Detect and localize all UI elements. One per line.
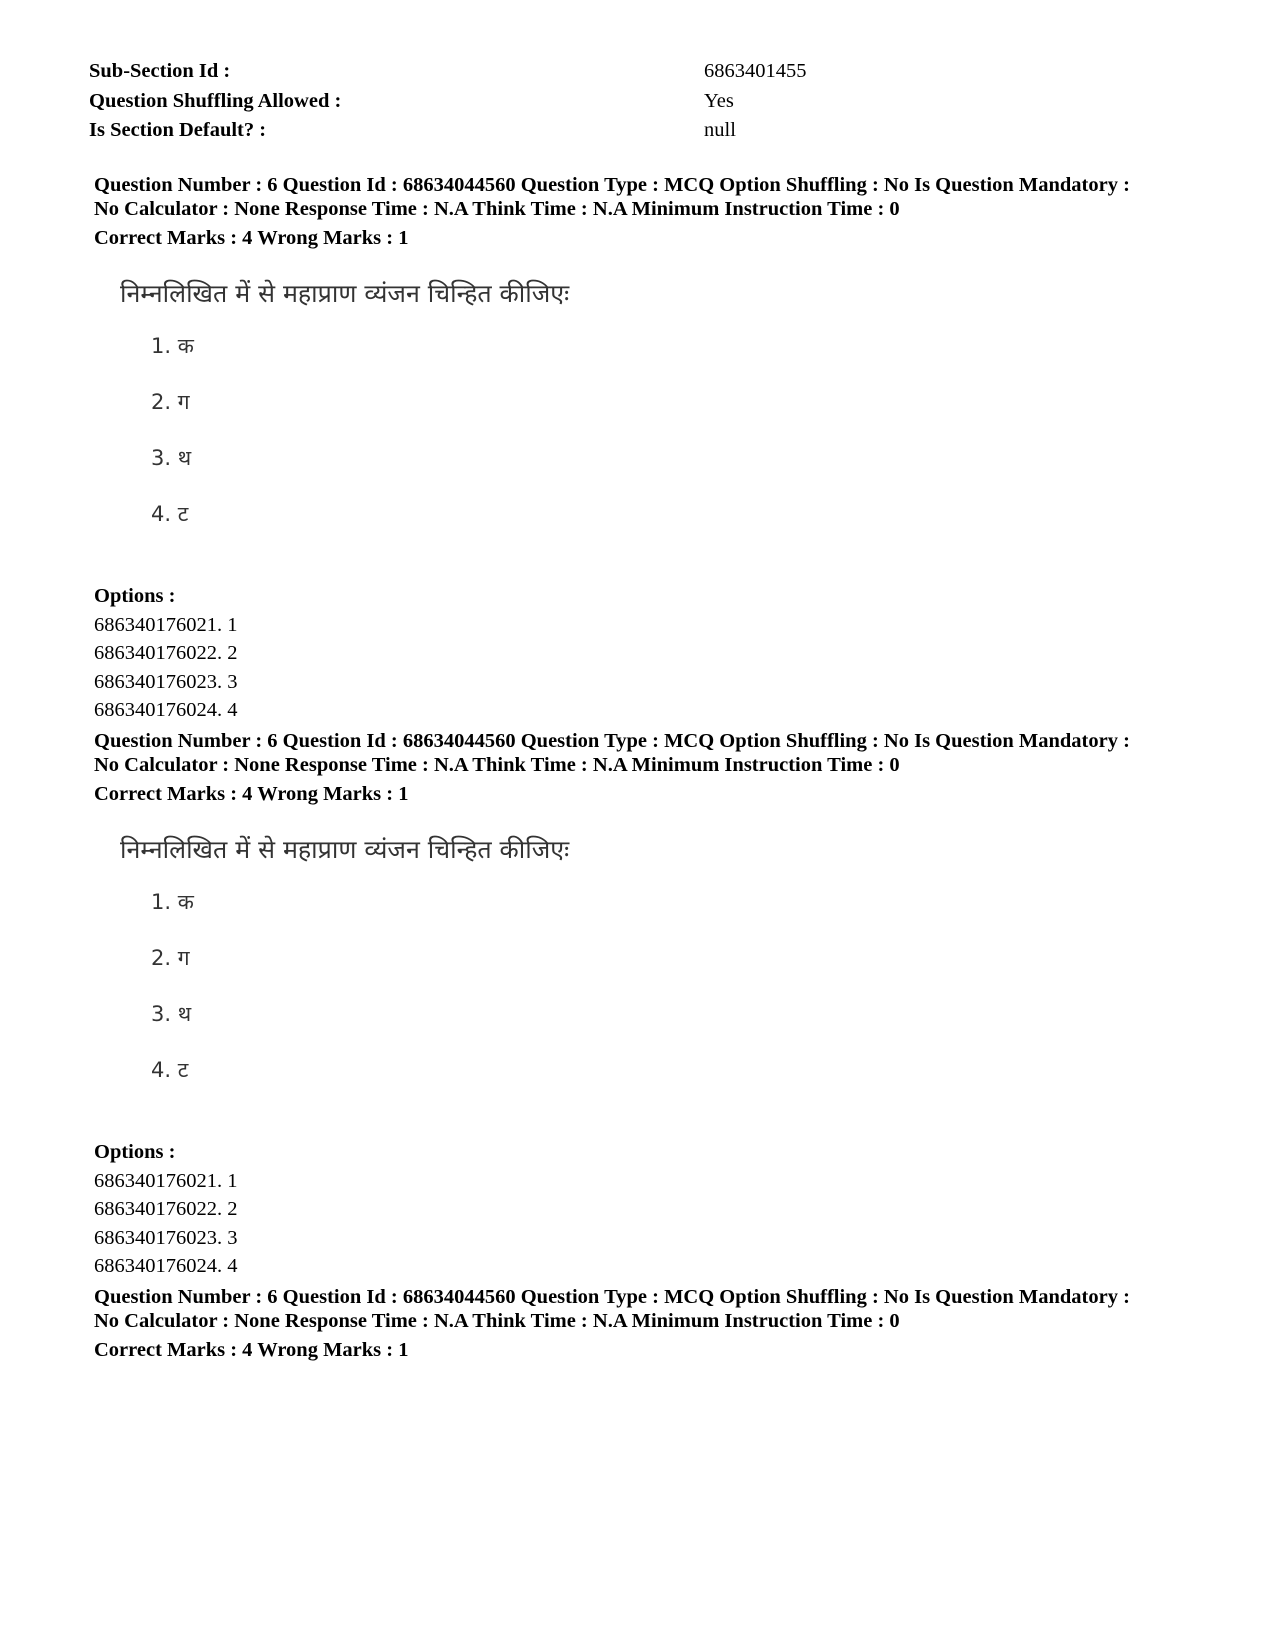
option-line: 686340176023. 3 <box>94 1226 238 1249</box>
question-text: निम्नलिखित में से महाप्राण व्यंजन चिन्हित कीजिएः <box>120 279 570 308</box>
question-image <box>94 260 1214 582</box>
meta-value: Yes <box>704 89 734 112</box>
option-line: 686340176023. 3 <box>94 670 238 693</box>
option-line: 686340176021. 1 <box>94 1169 238 1192</box>
question-choice: 1. क <box>151 890 194 914</box>
question-header-line: No Calculator : None Response Time : N.A Think Time : N.A Minimum Instruction Time : 0 <box>94 198 900 220</box>
question-image <box>94 816 1214 1138</box>
option-line: 686340176021. 1 <box>94 613 238 636</box>
question-choice: 4. ट <box>151 1058 189 1082</box>
question-header <box>94 173 1214 221</box>
question-choice: 4. ट <box>151 502 189 526</box>
meta-label: Sub-Section Id : <box>89 60 231 82</box>
question-marks: Correct Marks : 4 Wrong Marks : 1 <box>94 783 409 805</box>
question-header-line: Question Number : 6 Question Id : 68634044560 Question Type : MCQ Option Shuffling : No Is Question Mandatory : <box>94 730 1130 752</box>
question-choice: 3. थ <box>151 1002 192 1026</box>
question-block-1 <box>94 173 1214 725</box>
meta-label: Question Shuffling Allowed : <box>89 89 342 112</box>
meta-value: null <box>704 119 736 141</box>
question-header <box>94 729 1214 777</box>
question-marks: Correct Marks : 4 Wrong Marks : 1 <box>94 227 409 249</box>
option-line: 686340176022. 2 <box>94 1198 238 1220</box>
option-line: 686340176024. 4 <box>94 1255 238 1277</box>
meta-label: Is Section Default? : <box>89 119 267 141</box>
question-choice: 2. ग <box>151 946 190 970</box>
question-header <box>94 1285 1214 1333</box>
question-header-line: No Calculator : None Response Time : N.A Think Time : N.A Minimum Instruction Time : 0 <box>94 754 900 776</box>
section-meta <box>89 57 1189 146</box>
question-header-line: Question Number : 6 Question Id : 68634044560 Question Type : MCQ Option Shuffling : No Is Question Mandatory : <box>94 1286 1130 1308</box>
question-choice: 1. क <box>151 334 194 358</box>
option-line: 686340176022. 2 <box>94 642 238 664</box>
question-marks: Correct Marks : 4 Wrong Marks : 1 <box>94 1339 409 1361</box>
options-label: Options : <box>94 1141 176 1163</box>
meta-row-subsection-id <box>89 57 1189 87</box>
meta-value: 6863401455 <box>704 60 807 82</box>
option-line: 686340176024. 4 <box>94 699 238 721</box>
question-block-3 <box>94 1285 1214 1362</box>
question-block-2 <box>94 729 1214 1281</box>
question-choice: 2. ग <box>151 390 190 414</box>
question-text: निम्नलिखित में से महाप्राण व्यंजन चिन्हित कीजिएः <box>120 835 570 864</box>
options-label: Options : <box>94 585 176 607</box>
question-header-line: Question Number : 6 Question Id : 68634044560 Question Type : MCQ Option Shuffling : No Is Question Mandatory : <box>94 174 1130 196</box>
question-choice: 3. थ <box>151 446 192 470</box>
meta-row-shuffling <box>89 87 1189 117</box>
meta-row-section-default <box>89 116 1189 146</box>
question-header-line: No Calculator : None Response Time : N.A Think Time : N.A Minimum Instruction Time : 0 <box>94 1310 900 1332</box>
